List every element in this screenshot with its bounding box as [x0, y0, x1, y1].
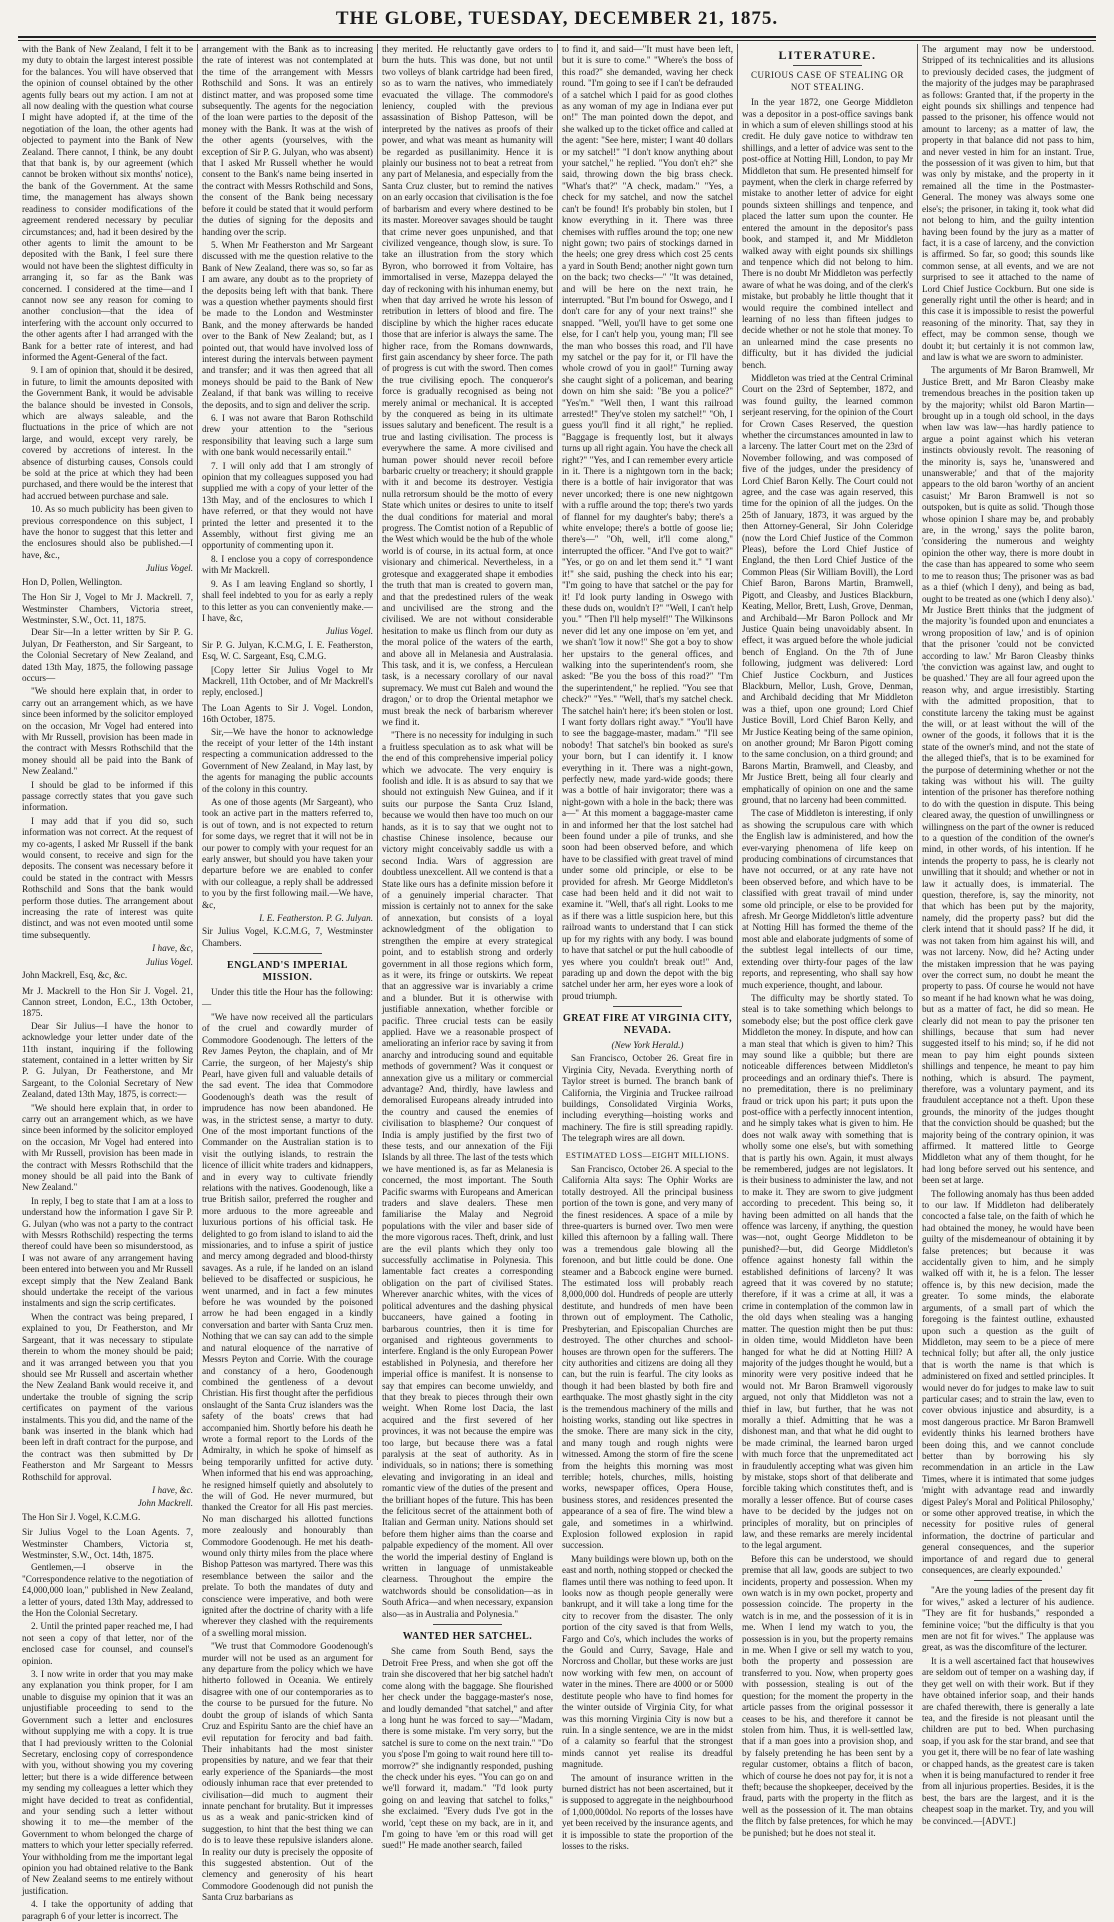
- paragraph: "There is no necessity for indulging in such a fruitless speculation as to ask what will be the end of this comprehensive imperial policy which we advocate. The very enquiry is foolish and idle. It is as absurd to say that we should not extinguish New Guinea, and if it suits our purpose the Santa Cruz Island, because we would then have too much on our hands, as it is to say that we ought not to chastise Chinese insolence, because our victory might conceivably saddle us with a second India. Wars of aggression are doubtless unexcellent. All we contend is that a State like ours has a definite mission before it of a genuinely imperial character. That mission is certainly not to annex for the sake of annexation, but consists of a loyal acknowledgment of the obligation to strengthen the empire at every strategical point, and to establish strong and orderly government in all those regions which form, as it were, its fringe or outskirts. We repeat that an aggressive war is invariably a crime and a blunder. But it is otherwise with justifiable annexation, whether forcible or pacific. Three crucial tests can be easily applied. Have we a reasonable prospect of ameliorating an inferior race by saving it from anarchy and introducing sound and equitable methods of government? Was it conquest or annexation give us a military or commercial advantage? And, thirdly, have lawless and demoralised Europeans already intruded into the country and caused the enemies of civilisation to blaspheme? Our conquest of India is amply justified by the first two of these tests, and our annexation of the Fiji Islands by all three. The last of the tests which we have mentioned is, as far as Melanesia is concerned, the most important. The South Pacific swarms with Europeans and American traders and slave dealers. These men familiarise the Malay and Negroid populations with the viler and baser side of the more vigorous races. Theft, drink, and lust are the evil plants which they only too successfully acclimatise in Polynesia. This lamentable fact creates a corresponding obligation on the part of civilised States. Wherever anarchic whites, with the vices of political adventures and the dashing physical buccaneers, have gained a footing in barbarous countries, then it is time for organised and righteous governments to interfere. England is the only European Power established in Polynesia, and therefore her imperial office is manifest. It is nonsense to say that empires can become unwieldy, and that they break to pieces through their own weight. When Rome lost Dacia, the last acquired and the first severed of her provinces, it was not because the empire was too large, but because there was a fatal paralysis at the seat of authority. As in individuals, so in nations; there is something elevating and invigorating in an ideal and romantic view of the duties of the present and the brilliant hopes of the future. This has been the felicitous secret of the attainment both of Italian and German unity. Nations should set before them higher aims than the coarse and palpable expediency of the moment. All over the world the imperial destiny of England is written in language of unmistakeable clearness. Throughout the empire the watchwords should be consolidation—as in South Africa—and when necessary, expansion also—as in Australia and Polynesia.": [382, 730, 553, 1619]
- paragraph: She came from South Bend, says the Detroit Free Press, and when she got off the train she discovered that her big satchel hadn't come along with the baggage. She flourished her check under the baggage-master's nose, and loudly demanded "that satchel," and after a long hunt he was forced to say—"Madam, there is some mistake. I'm very sorry, but the satchel is sure to come on the next train." "Do you s'pose I'm going to wait round here till to-morrow?" she indignantly responded, pushing the check under his eyes. "You can go on and we'll forward it, madam." "I'd look purty going on and leaving that satchel to folks," she exclaimed. "Every duds I've got in the world, 'cept these on my back, are in it, and I'm going to have 'em or this road will get sued!" He made another search, failed: [382, 1646, 553, 1851]
- column-1: [18, 44, 198, 1921]
- article-headline: GREAT FIRE AT VIRGINIA CITY, NEVADA.: [562, 1013, 733, 1036]
- section-divider: [433, 1624, 501, 1625]
- paragraph: Gentlemen,—I observe in the "Correspondence relative to the negotiation of £4,000,000 loan," published in New Zealand, a letter of yours, dated 13th May, addressed to the Hon the Colonial Secretary.: [22, 1562, 193, 1619]
- article-source: (New York Herald.): [611, 1039, 684, 1050]
- paragraph: 4. I take the opportunity of adding that paragraph 6 of your letter is incorrect. The: [22, 1899, 193, 1921]
- paragraph: San Francisco, October 26. A special to the California Alta says: The Ophir Works are totally destroyed. All the principal business portion of the town is gone, and very many of the finest residences. A space of a mile by three-quarters is burned over. Two men were killed this afternoon by a falling wall. There was a tremendous gale blowing all the forenoon, and but little could be done. One steamer and a Babcock engine were burned. The estimated loss will probably reach 8,000,000 dol. Hundreds of people are utterly destitute, and hundreds of men have been thrown out of employment. The Catholic, Presbyterian, and Episcopalian Churches are destroyed. The other churches and school-houses are thrown open for the sufferers. The city authorities and citizens are doing all they can, but the ruin is fearful. The city looks as though it had been blasted by both fire and earthquake. The most ghastly sight in the city is the tremendous machinery of the mills and hoisting works, standing out like spectres in the smoke. There are many sick in the city, and many tough and rough nights were witnessed. Among the storm of fire the scene from the heights this morning was most terrible; hotels, churches, mills, hoisting works, newspaper offices, Opera House, business stores, and residences presented the appearance of a sea of fire. The wind blew a gale, and sometimes in a whirlwind. Explosion followed explosion in rapid succession.: [562, 1164, 733, 1551]
- paragraph: Dear Sir—In a letter written by Sir P. G. Julyan, Dr Featherston, and Sir Sargeant, to the Colonial Secretary of New Zealand, and dated 13th May, 1875, the following passage occurs—: [22, 627, 193, 683]
- article-headline: ENGLAND'S IMPERIAL MISSION.: [227, 960, 348, 983]
- paragraph: In reply, I beg to state that I am at a loss to understand how the information I gave Sir P. G. Julyan (who was not a party to the contract with Messrs Rothschild) respecting the terms thereof could have been so misunderstood, as I was not aware of any arrangement having been entered into between you and Mr Russell except simply that the New Zealand Bank should undertake the receipt of the various instalments and sign the scrip certificates.: [22, 1195, 193, 1309]
- editor-note: [Copy letter Sir Julius Vogel to Mr Mackrell, 11th October, and of Mr Mackrell's reply, enclosed.]: [202, 664, 373, 698]
- signature: Julius Vogel.: [326, 626, 373, 637]
- paragraph: to find it, and said—"It must have been left, but it is sure to come." "Where's the boss of this road?" she demanded, waving her check round. "I'm going to see if I can't be defrauded of a satchel which I paid for as good clothes as any woman of my age in Indiana ever put on!" The man pointed down the depot, and she walked up to the ticket office and called at the agent: "See here, mister; I want 40 dollars or my satchel!" "I don't know anything about your satchel," he replied. "You don't eh?" she said, throwing down the big brass check. "What's that?" "A check, madam." "Yes, a check for my satchel, and now the satchel can't be found! It's probably bin stolen, but I know everything in it. There was three chemises with ruffles around the top; one new night gown; two pairs of stockings darned in the heels; one grey dress which cost 25 cents a yard in South Bend; another night gown turn on the back; two checks—" "It was detained, and will be here on the next train, he interrupted. "But I'm bound for Oswego, and I don't care for any of your next trains!" she snapped. "Well, you'll have to get some one else, for I can't help you, young man; I'll see the man who bosses this road, and I'll have my satchel or the pay for it, or I'll have the whole crowd of you in gaol!" Turning away she caught sight of a policeman, and bearing down on him she said: "Be you a police?" "Yes'm." "Well then, I want this railroad arrested!" They've stolen my satchel!" "Oh, I guess you'll find it all right," he replied. "Baggage is frequently lost, but it always turns up all right again. You have the check all right?" "Yes, and I can remember every article in it. There is a nightgown torn in the back; there is a bottle of hair invigorator that was never uncorked; there is one new nightgown with a ruffle around the top; there's two yards of flannel for my daughter's baby; there's a white envelope; there's a bottle of goose lie; there's—" "Oh, well, it'll come along," interrupted the officer. "And I've got to wait?" "Yes, or go on and let them send it." "I want it!" she said, pushing the check into his ear; "I'm going to have that satchel or the pay for it! I'd look purty landing in Oswego with these duds on, wouldn't I?" "Well, I can't help you." "Then I'll help myself!" The Wilkinsons never did let any one impose on 'em yet, and we shan't 'low it now!" She got a boy to show her upstairs to the general offices, and walking into the superintendent's room, she asked: "Be you the boss of this road?" "I'm the superintendent," he replied. "You see that check?" "Yes." "Well, that's my satchel check. The satchel hain't here; it's been stolen or lost. I want forty dollars right away." "You'll have to see the baggage-master, madam." "I'll see nobody! That satchel's bin booked as sure's your born, but I can identify it. I know everything in it. There was a night-gown, perfectly new, made yard-wide goods; there was a bottle of hair invigorator; there was a night-gown with a hole in the back; there was a—" At this moment a baggage-master came in and informed her that the lost satchel had been found under a pile of trunks, and she soon had been observed before, and which have to be classified with great travel of mind under some old principle, or else to be provided for afresh. Mr George Middleton's case had been held and it did not wait to examine it. "Well, that's all right. Looks to me as if there was a little suspicion here, but this railroad wants to understand that I can stick up for my rights with any body. I was bound to have that satchel or put the hull caboodle of yes where you couldn't break out!" And, parading up and down the depot with the big satchel under her arm, her eyes wore a look of proud triumph.: [562, 44, 733, 1001]
- paragraph: 8. I enclose you a copy of correspondence with Mr Mackrell.: [202, 553, 373, 576]
- column-4: [558, 44, 738, 1851]
- section-divider: [974, 1580, 1043, 1581]
- signature: I have, &c,: [152, 943, 193, 954]
- paragraph: 3. I now write in order that you may make any explanation you think proper, for I am unable to disguise my opinion that it was an unjustifiable proceeding to send to the Government such a letter and enclosures without supplying me with a copy. It is true that I had previously written to the Colonial Secretary, enclosing copy of correspondence with you, without showing you my covering letter; but there is a wide difference between my sending my colleagues a letter which they might have decided to treat as confidential, and your sending such a letter without showing it to me—the member of the Government to whom belonged the charge of matters to which your letter specially referred. Your withholding from me the important legal opinion you had obtained relative to the Bank of New Zealand seems to me entirely without justification.: [22, 1669, 193, 1896]
- paragraph: When the contract was being prepared, I explained to you, Dr Featherston, and Mr Sargeant, that it was necessary to stipulate therein to whom the money should be paid; and it was arranged between you that you should see Mr Russell and ascertain whether the New Zealand Bank would receive it, and undertake the trouble of signing the scrip certificates on payment of the various instalments. This you did, and the name of the bank was inserted in the blank which had been left in draft contract for the purpose, and the contract was then submitted by Dr Featherston and Mr Sargeant to Messrs Rothschild for approval.: [22, 1311, 193, 1482]
- addressee: Sir P. G. Julyan, K.C.M.G, I. E. Featherston, Esq, W. C. Sargeant, Esq, C.M.G.: [202, 639, 373, 662]
- subheading: ESTIMATED LOSS—EIGHT MILLIONS.: [565, 1149, 730, 1160]
- paragraph: The arguments of Mr Baron Bramwell, Mr Justice Brett, and Mr Baron Cleasby make tremendous breaches in the position taken up by the majority; whilst old Baron Martin—brought up in a tough old school, in the days when law was law—has hardly patience to argue a point against which his veteran instincts obviously revolt. The reasoning of the minority is, says he, 'unanswered and unanswerable;' and that of the majority appears to the old baron 'worthy of an ancient casuist;' Mr Baron Bramwell is not so outspoken, but is quite as solid. 'Though those whose opinion I share may be, and probably are, in the wrong,' says the polite baron, 'considering the numerous and weighty opinion the other way, there is more doubt in the case than has appeared to some who seem to me to reason thus; The prisoner was as bad as a thief (which I deny), and being as bad, ought to be treated as one (which I deny also).' Mr Justice Brett thinks that the judgment of the majority 'is founded upon and enunciates a wrong proposition of law,' and is of opinion that the prisoner 'could not be convicted according to law.' Mr Baron Cleasby thinks 'the conviction was against law, and ought to be quashed.' They are all four agreed upon the reason why, and argue irresistibly. Starting with the admitted proposition, that to constitute larceny the taking must be against the will, or at least without the will of the owner of the goods, it follows that it is the state of the owner's mind, and not the state of the alleged thief's, that is to be examined for the purpose of determining whether or not the taking was without his will. The guilty intention of the prisoner has therefore nothing to do with the question in dispute. This being cleared away, the question of unwillingness or willingness on the part of the owner is reduced to a question of the condition of the owner's mind, in other words, of his intention. If he intends the property to pass, he is clearly not unwilling that it should; and whether or not in law it actually does, is immaterial. The question, therefore, is, say the minority, not that which has been put by the majority, namely, did the property pass? but did the clerk intend that it should pass? If he did, it was not taken from him against his will, and was not larceny. Now, did he? Acting under the mistaken impression that he was paying over the correct sum, no doubt he meant the property to pass. Of course he would not have so meant if he had known what he was doing, but as a matter of fact, he did so mean. He clearly did not mean to pay the prisoner ten shillings, because that sum had never suggested itself to his mind; so, if he did not mean to pay him eight pounds sixteen shillings and tenpence, he meant to pay him nothing, which is absurd. The payment, therefore, was a voluntary payment, and its fraudulent acceptance not a theft. Upon these grounds, the minority of the judges thought that the conviction should be quashed; but the majority being of the contrary opinion, it was affirmed. It mattered little to George Middleton what any of them thought, for he had long before served out his sentence, and been set at large.: [922, 365, 1094, 1186]
- paragraph: 7. I will only add that I am strongly of opinion that my colleagues supposed you had supplied me with a copy of your letter of the 13th May, and of the enclosures to which I have referred, or that they would not have printed the letter and presented it to the Assembly, without first giving me an opportunity of commenting upon it.: [202, 460, 373, 551]
- paragraph: "We should here explain that, in order to carry out an arrangement which, as we have since been informed by the solicitor employed on the occasion, Mr Vogel had entered into with Mr Russell, provision has been made in the contract with Messrs Rothschild that the money should be all paid into the Bank of New Zealand.": [22, 1102, 193, 1193]
- signature: I have, &c.: [152, 1484, 193, 1495]
- paragraph: they merited. He reluctantly gave orders to burn the huts. This was done, but not until two volleys of blank cartridge had been fired, so as to warn the natives, who immediately evacuated the village. The commodore's leniency, coupled with the previous assassination of Bishop Patteson, will be interpreted by the natives as proofs of their power, and what was meant as humanity will be regarded as pusillanimity. Hence it is plainly our business not to beat a retreat from any part of Melanesia, and especially from the Santa Cruz cluster, but to remind the natives on an early occasion that civilisation is the foe of barbarism and every where destined to be its master. Moreover savages should be taught that crime never goes unpunished, and that civilized vengeance, though slow, is sure. To take an illustration from the story which Byron, who borrowed it from Voltaire, has immortalised in verse, Mazeppa delayed the day of reckoning with his inhuman enemy, but when that day arrived he wrote his lesson of retribution in letters of blood and fire. The discipline by which the higher races educate those that are inferior is always the same. The higher race, from the Romans downwards, first gain ascendancy by sheer force. The path of progress is cut with the sword. Then comes the true civilising epoch. The conqueror's force is gradually recognised as being not merely animal or mechanical. It is accepted by the conquered as being in its ultimate issues salutary and beneficent. The result is a true and lasting civilisation. The process is everywhere the same. A more civilised and human power should never recoil before barbaric cruelty or treachery; it should grapple with it and become its destroyer. Vestigia nulla retrorsum should be the motto of every State which unites or desires to unite to itself the dual conditions for material and moral progress. The Comtist notion of a Republic of the West which would be the hub of the whole world is of course, in its actual form, at once visionary and chimerical. Nevertheless, in a grotesque and exaggerated shape it embodies the truth that man is created to govern man, and that the predestined rulers of the weak and uncivilised are the strong and the civilised. We are not without considerable hesitation to make us flinch from our duty as the moral police of the waters of the earth, and above all in Melanesia and Australasia. This task, and it is, we confess, a Herculean task, is a necessary corollary of our naval supremacy. We must cut Baleh and wound the dragon,' or to drop the Oriental metaphor we must break the neck of barbarism wherever we find it.: [382, 44, 553, 727]
- paragraph: with the Bank of New Zealand, I felt it to be my duty to obtain the largest interest possible for the balances. You will have observed that the opinion of counsel obtained by the other agents fully bears out my action. I am not at all now dealing with the question what course I might have adopted if, at the time of the negotiation of the loan, the other agents had objected to payment into the Bank of New Zealand. There cannot, I think, be any doubt that that bank is, by our agreement (which cannot be broken without six months' notice), the bank of the Government. At the same time, the management has always shown readiness to consider modifications of the agreement rendered necessary by peculiar circumstances; and, had it been desired by the other agents to limit the amount to be deposited with the Bank, I feel sure there would not have been the slightest difficulty in arranging it, so far as the Bank was concerned. I considered at the time—and I cannot now see any reason for coming to another conclusion—that the idea of interfering with the account only occurred to the other agents after I had arranged with the Bank for a better rate of interest, and had informed the Agent-General of the fact.: [22, 44, 193, 362]
- top-rule: [18, 36, 1096, 38]
- section-divider: [613, 1006, 681, 1007]
- letter-heading: Mr J. Mackrell to the Hon Sir J. Vogel. 21, Cannon street, London, E.C., 13th October, 1875.: [22, 985, 193, 1019]
- paragraph: I should be glad to be informed if this passage correctly states that you gave such information.: [22, 779, 193, 813]
- letter-heading: The Hon Sir J, Vogel to Mr J. Mackrell. 7, Westminster Chambers, Victoria street, Westminster, S.W., Oct. 11, 1875.: [22, 592, 193, 625]
- signature: John Mackrell.: [137, 1498, 193, 1509]
- masthead: THE GLOBE, TUESDAY, DECEMBER 21, 1875.: [335, 8, 779, 29]
- paragraph: 9. As I am leaving England so shortly, I shall feel indebted to you for as early a reply to this letter as you can conveniently make.—I have, &c,: [202, 578, 373, 623]
- section-divider: [253, 953, 321, 954]
- paragraph: Middleton was tried at the Central Criminal Court on the 23rd of September, 1872, and was found guilty, the learned common serjeant reserving, for the opinion of the Court for Crown Cases Reserved, the question whether the circumstances amounted in law to a larceny. The latter Court met on the 23rd of November following, and was composed of five of the judges, under the presidency of Lord Chief Baron Kelly. The Court could not agree, and the case was again reserved, this time for the opinion of all the judges. On the 25th of January, 1873, it was argued by the then Attorney-General, Sir John Coleridge (now the Lord Chief Justice of the Common Pleas), before the Lord Chief Justice of England, the then Lord Chief Justice of the Common Pleas (Sir William Bovill), the Lord Chief Baron, Barons Martin, Bramwell, Pigott, and Cleasby, and Justices Blackburn, Keating, Mellor, Brett, Lush, Grove, Denman, and Archibald—Mr Baron Pollock and Mr Justice Quain being unavoidably absent. In effect, it was argued before the whole judicial bench of England. On the 7th of June following, judgment was delivered: Lord Chief Justice Cockburn, and Justices Blackburn, Mellor, Lush, Grove, Denman, and Archibald deciding that Mr Middleton was a thief, upon one ground; Lord Chief Justice Bovill, Lord Chief Baron Kelly, and Mr Justice Keating being of the same opinion, on another ground; Mr Baron Pigott coming to the same conclusion, on a third ground; and Barons Martin, Bramwell, and Cleasby, and Mr Justice Brett, being all four clearly and emphatically of opinion on one and the same ground, that no larceny had been committed.: [742, 372, 913, 805]
- paragraph: 5. When Mr Featherston and Mr Sargeant discussed with me the question relative to the Bank of New Zealand, there was so, so far as I am aware, any doubt as to the propriety of the deposits being left with that bank. There was a question whether payments should first be made to the London and Westminster Bank, and the money afterwards be handed over to the Bank of New Zealand; but, as I pointed out, that would have involved loss of interest during the intervals between payment and transfer; and it was then agreed that all moneys should be paid to the Bank of New Zealand, if that bank was willing to receive the deposits, and to sign and deliver the scrip.: [202, 239, 373, 410]
- paragraph: Sir,—We have the honor to acknowledge the receipt of your letter of the 14th instant respecting a communication addressed to the Government of New Zealand, in May last, by the agents for managing the public accounts of the colony in this country.: [202, 726, 373, 794]
- paragraph: 9. I am of opinion that, should it be desired, in future, to limit the amounts deposited with the Government Bank, it would be advisable the balance should be invested in Consols, which are always saleable, and the fluctuations in the price of which are not large, and would, except very rarely, be covered by accretions of interest. In the absence of disturbing causes, Consols could be sold at the price at which they had been purchased, and there would be the interest that had accrued between purchase and sale.: [22, 365, 193, 501]
- paragraph: 6. I was not aware that Baron Rothschild drew your attention to the "serious responsibility that leaving such a large sum with one bank would necessarily entail.": [202, 413, 373, 458]
- signature: Julius Vogel.: [146, 956, 193, 967]
- paragraph: The argument may now be understood. Stripped of its technicalities and its allusions to previously decided cases, the judgment of the majority of the judges may be paraphrased as follows: Granted that, if the property in the eight pounds six shillings and tenpence had passed to the prisoner, his offence would not amount to larceny; as a matter of law, the property in that balance did not pass to him, and never vested in him for an instant. True, the possession of it was given to him, but that was only by mistake, and the property in it remained all the time in the Postmaster-General. The money was always some one else's; the prisoner, in taking it, took what did not belong to him, and the guilty intention having been found by the jury as a matter of fact, it is a case of larceny, and the conviction is affirmed. So far, so good; this sounds like common sense, at all events, and we are not surprised to see it attached to the name of Lord Chief Justice Cockburn. But one side is generally right until the other is heard; and in this case it is impossible to resist the powerful reasoning of the minority. That, say they in effect, may be common sense, though we doubt it; but certainly it is not common law, and law is what we are sworn to administer.: [922, 44, 1094, 362]
- column-6: [918, 44, 1098, 1826]
- column-5: [738, 44, 918, 1838]
- column-2: [198, 44, 378, 1903]
- section-headline: LITERATURE.: [778, 48, 877, 62]
- paragraph: arrangement with the Bank as to increasing the rate of interest was not contemplated at the time of the arrangement with Messrs Rothschild and Sons. It was an entirely distinct matter, and was proposed some time subsequently. The agents for the negociation of the loan were parties to the deposit of the money with the Bank. It was at the wish of the other agents (yourselves, with the exception of Sir P. G. Julyan, who was absent) that I asked Mr Russell whether he would consent to the Bank's name being inserted in the contract with Messrs Rothschild and Sons, the consent of the Bank being necessary before it could be stated that it would perform the duties of signing for the deposits and handing over the scrip.: [202, 44, 373, 237]
- paragraph: Dear Sir Julius—I have the honor to acknowledge your letter under date of the 11th instant, inquiring if the following statement, contained in a letter written by Sir P. G. Julyan, Dr Featherstone, and Mr Sargeant, to the Colonial Secretary of New Zealand, dated 13th May, 1875, is correct:—: [22, 1020, 193, 1100]
- addressee: The Hon Sir J. Vogel, K.C.M.G.: [22, 1511, 141, 1522]
- addressee: Hon D, Pollen, Wellington.: [22, 576, 123, 587]
- paragraph: Before this can be understood, we should premise that all law, goods are subject to two incidents, property and possession. When my own watch is in my own pocket, property and possession coincide. The property in the watch is in me, and the possession of it is in me. When I lend my watch to you, the possession is in you, but the property remains in me. When I give or sell my watch to you, both the property and possession are transferred to you. Now, when property goes with possession, stealing is out of the question; for the moment the property in the article passes from the original possessor it ceases to be his, and therefore it cannot be stolen from him. Thus, it is well-settled law, that if a man goes into a provision shop, and by falsely pretending he has been sent by a regular customer, obtains a flitch of bacon, which of course he does not pay for, it is not a theft; because the shopkeeper, deceived by the fraud, parts with the property in the flitch as well as the possession of it. The man obtains the flitch by false pretences, for which he may be punished; but he does not steal it.: [742, 1553, 913, 1838]
- paragraph: I may add that if you did so, such information was not correct. At the request of my co-agents, I asked Mr Russell if the bank would consent, to receive and sign for the deposits. The consent was necessary before it could be stated in the contract with Messrs Rothschild and Sons that the bank would perform those duties. The arrangement about increasing the rate of interest was quite distinct, and was not even mooted until some time subsequently.: [22, 815, 193, 940]
- paragraph: As one of those agents (Mr Sargeant), who took an active part in the matters referred to, is out of town, and is not expected to return for some days, we regret that it will not be in our power to comply with your request for an early answer, but should you have taken your departure before we are enabled to confer with our colleague, a reply shall be addressed to you by the first following mail.—We have, &c,: [202, 797, 373, 910]
- section-divider: [793, 65, 861, 66]
- advertisement: It is a well ascertained fact that housewives are seldom out of temper on a washing day, if they get well on with their work. But if they have obtained inferior soap, and their hands are chafed therewith, there is generally a late tea, and the fireside is not pleasant until the children are put to bed. When purchasing soap, if you ask for the star brand, and see that you get it, there will be no fear of late washing or chapped hands, as the greatest care is taken when it is being manufactured to render it free from all injurious properties. Besides, it is the best, the bars are the largest, and it is the cheapest soap in the market. Try, and you will be convinced.—[ADVT.]: [922, 1655, 1094, 1826]
- paragraph: 10. As so much publicity has been given to previous correspondence on this subject, I have the honor to suggest that this letter and the enclosures should also be published.—I have, &c.,: [22, 504, 193, 560]
- letter-heading: The Loan Agents to Sir J. Vogel. London, 16th October, 1875.: [202, 702, 373, 725]
- article-headline: CURIOUS CASE OF STEALING OR NOT STEALING.: [750, 70, 904, 92]
- top-rule-thin: [18, 40, 1096, 41]
- addressee: John Mackrell, Esq, &c, &c.: [22, 970, 128, 981]
- paragraph: Under this title the Hour has the following:—: [202, 987, 373, 1009]
- letter-heading: Sir Julius Vogel to the Loan Agents. 7, Westminster Chambers, Victoria st, Westminster, S.W., Oct. 14th, 1875.: [22, 1527, 193, 1560]
- paragraph: Many buildings were blown up, both on the east and north, nothing stopped or checked the flames until there was nothing to feed upon. It looks now as though people generally were bankrupt, and it will take a long time for the city to recover from the disaster. The only portion of the city saved is that from Wells, Fargo and Co's, which includes the works of the Gould and Curry, Savage, Hale and Norcross and Chollar, but these works are just now working with few men, on account of water in the mines. There are 4000 or or 5000 destitute people who have to find homes for the winter outside of Virginia City, for what was this morning Virginia City is now but a ruin. In a single sentence, we are in the midst of a calamity so fearful that the strongest minds cannot yet realise its dreadful magnitude.: [562, 1553, 733, 1770]
- signature: I. E. Featherston. P. G. Julyan.: [259, 913, 373, 924]
- paragraph: The case of Middleton is interesting, if only as showing the scrupulous care with which the English law is administered, and how the ever-varying phenomena of life keep on producing combinations of circumstances that have not occurred, or at any rate have not been observed before, and which have to be classified with great travail of mind under some old principle, or else to be provided for afresh. Mr George Middleton's little adventure at Notting Hill has formed the theme of the most able and elaborate judgments of some of the subtlest legal intellects of our time, extending over thirty-four pages of the law reports, and representing, who shall say how much experience, thought, and labour.: [742, 808, 913, 990]
- column-3: [378, 44, 558, 1851]
- paragraph: The amount of insurance written in the burned district has not been ascertained, but it is supposed to aggregate in the neighbourhood of 1,000,000dol. No reports of the losses have yet been received by the insurance agents, and it is impossible to state the proportion of the losses to the risks.: [562, 1772, 733, 1851]
- columns: [18, 44, 1098, 1921]
- signature: Julius Vogel.: [146, 563, 193, 574]
- paragraph: "We have now received all the particulars of the cruel and cowardly murder of Commodore Goodenough. The letters of the Rev James Peyton, the chaplain, and of Mr Carrie, the surgeon, of her Majesty's ship Pearl, have given full and valuable details of the sad event. The idea that Commodore Goodenough's death was the result of imprudence has now been abandoned. He was, in the strictest sense, a martyr to duty. One of the most important functions of the Commander on the Australian station is to visit the outlying islands, to restrain the licence of illicit white traders and kidnappers, and in every way to cultivate friendly relations with the natives. Goodenough, like a true British sailor, preferred the rougher and more arduous to the more agreeable and luxurious portions of his official task. He delighted to go from island to island to aid the missionaries, and to infuse a spirit of justice and mercy among degraded and blood-thirsty savages. As a rule, if he landed on an island believed to be disaffected or suspicious, he went unarmed, and in fact a few minutes before he was wounded by the poisoned arrow he had been engaged in a kindly conversation and barter with Santa Cruz men. Nothing that we can say can add to the simple and natural eloquence of the narrative of Messrs Peyton and Corrie. With the courage and constancy of a hero, Goodenough combined the gentleness of a devout Christian. His first thought after the perfidious onslaught of the Santa Cruz islanders was the safety of the boats' crews that had accompanied him. Shortly before his death he wrote a formal report to the Lords of the Admiralty, in which he spoke of himself as being temporarily unfitted for active duty. When informed that his end was approaching, he resigned himself quietly and absolutely to the will of God. He never murmured, but thanked the Creator for all His past mercies. No man discharged his allotted functions more zealously and honourably than Commodore Goodenough. He met his death-wound only thirty miles from the place where Bishop Patteson was martyred. There was this resemblance between the sailor and the prelate. To both the mandates of duty and conscience were imperative, and both were ignited after the doctrine of charity with a life wherever they clashed with the requirements of a swelling moral mission.: [202, 1011, 373, 1638]
- paragraph: "Are the young ladies of the present day fit for wives," asked a lecturer of his audience. "They are fit for husbands," responded a feminine voice; "but the difficulty is that you men are not fit for wives." The applause was great, as was the discomfiture of the lecturer.: [922, 1585, 1094, 1653]
- paragraph: The following anomaly has thus been added to our law. If Middleton had deliberately concocted a false tale, on the faith of which he had obtained the money, he would have been guilty of the misdemeanour of obtaining it by false pretences; but because it was accidentally given to him, and he simply walked off with it, he is a felon. The lesser offence is, by this new decision, made the greater. To some minds, the elaborate arguments, of a small part of which the foregoing is the faintest outline, exhausted upon such a question as the guilt of Middleton, may seem to be a piece of mere technical folly; but after all, the only justice that is worth the name is that which is administered on fixed and settled principles. It would never do for judges to make law to suit particular cases; and to strain the law, even to cover obvious injustice and absurdity, is a most dangerous practice. Mr Baron Bramwell evidently thinks his learned brothers have been doing this, and we cannot conclude better than by borrowing his sly recommendation in an article in the Law Times, where it is intimated that some judges 'might with advantage read and inwardly digest Paley's Moral and Political Philosophy,' or some other approved treatise, in which the necessity for positive rules of general information, the doctrine of particular and general consequences, and the superior importance of and regard due to general consequences, are clearly expounded.': [922, 1188, 1094, 1576]
- paragraph: "We should here explain that, in order to carry out an arrangement which, as we have since been informed by the solicitor employed on the occasion, Mr Vogel had entered into with Mr Russell, provision has been made in the contract with Messrs Rothschild that the money should all be paid into the Bank of New Zealand.": [22, 686, 193, 777]
- paragraph: "We trust that Commodore Goodenough's murder will not be used as an argument for any departure from the policy which we have hitherto followed in Oceania. We entirely disagree with one of our contemporaries as to the course to be pursued for the future. No doubt the group of islands of which Santa Cruz and Espiritu Santo are the chief have an evil reputation for ferocity and bad faith. Their inhabitants had the most sinister propensities by nature, and we fear that their early experience of the Spaniards—the most odiously inhuman race that ever pretended to civilisation—did much to augment their innate penchant for brutality. But it impresses us as a weak and panic-stricken kind of suggestion, to hint that the best thing we can do is to leave these repulsive islanders alone. In reality our duty is precisely the opposite of this suggested abstention. Out of the clemency and generosity of his heart Commodore Goodenough did not punish the Santa Cruz barbarians as: [202, 1641, 373, 1903]
- addressee: Sir Julius Vogel, K.C.M.G, 7, Westminster Chambers.: [202, 926, 373, 948]
- paragraph: San Francisco, October 26. Great fire in Virginia City, Nevada. Everything north of Taylor street is burned. The branch bank of California, the Virginia and Truckee railroad buildings, Consolidated Virginia Works, including everything—hoisting works and machinery. The fire is still spreading rapidly. The telegraph wires are all down.: [562, 1053, 733, 1144]
- article-headline: WANTED HER SATCHEL.: [402, 1631, 533, 1643]
- paragraph: The difficulty may be shortly stated. To steal is to take something which belongs to somebody else; but the post office clerk gave Middleton the money. In dispute, and how can a man steal that which is given to him? This may sound like a quibble; but there are noticeable differences between Middleton's proceedings and an ordinary thief's. There is no premeditation, there is no preliminary fraud or trick upon his part; it puts upon the post-office with a perfectly innocent intention, and he simply takes what is given to him. He does not walk away with something that is wholly some one else's, but with something that is partly his own. Again, it must always be remembered, judges are not legislators. It is their business to administer the law, and not to make it. They are sworn to give judgment according to precedent. This being so, it having been admitted on all hands that the offence was larceny, if anything, the question was—not, ought George Middleton to be punished?—but, did George Middleton's offence against honesty fall within the established definitions of larceny? It was agreed that it was covered by no statute; therefore, if it was a crime at all, it was a crime in contemplation of the common law in the old days when stealing was a hanging matter. The question might then be put thus: in olden time, would Middleton have been hanged for what he did at Notting Hill? A majority of the judges thought he would, but a minority were very positive indeed that he would not. Mr Baron Bramwell vigorously argued, not only that Middleton was not a thief in law, but further, that he was not morally a thief. Admitting that he was a dishonest man, and that what he did ought to be made criminal, the learned baron urged with much force that the unpremeditated act in fraudulently accepting what was given him by mistake, stops short of that deliberate and forcible taking which constitutes theft, and is morally a lesser offence. But of course cases have to be decided by the judges not on principles of morality, but on principles of law, and these remarks are merely incidental to the legal argument.: [742, 992, 913, 1551]
- paragraph: In the year 1872, one George Middleton was a depositor in a post-office savings bank in which a sum of eleven shillings stood at his credit. He duly gave notice to withdraw ten shillings, and a letter of advice was sent to the post-office at Notting Hill, London, to pay Mr Middleton that sum. He presented himself for payment, when the clerk in charge referred by mistake to another letter of advice for eight pounds sixteen shillings and tenpence, and placed the latter sum upon the counter. He entered the amount in the depositor's pass book, and stamped it, and Mr Middleton walked away with eight pounds six shillings and tenpence which did not belong to him. There is no doubt Mr Middleton was perfectly aware of what he was doing, and of the clerk's mistake, but probably he little thought that it would require the combined intellect and learning of no less than fifteen judges to decide whether or not he stole that money. To an unlearned mind the case presents no difficulty, but it has divided the judicial bench.: [742, 97, 913, 370]
- paragraph: 2. Until the printed paper reached me, I had not seen a copy of that letter, nor of the enclosed case for counsel, and counsel's opinion.: [22, 1621, 193, 1666]
